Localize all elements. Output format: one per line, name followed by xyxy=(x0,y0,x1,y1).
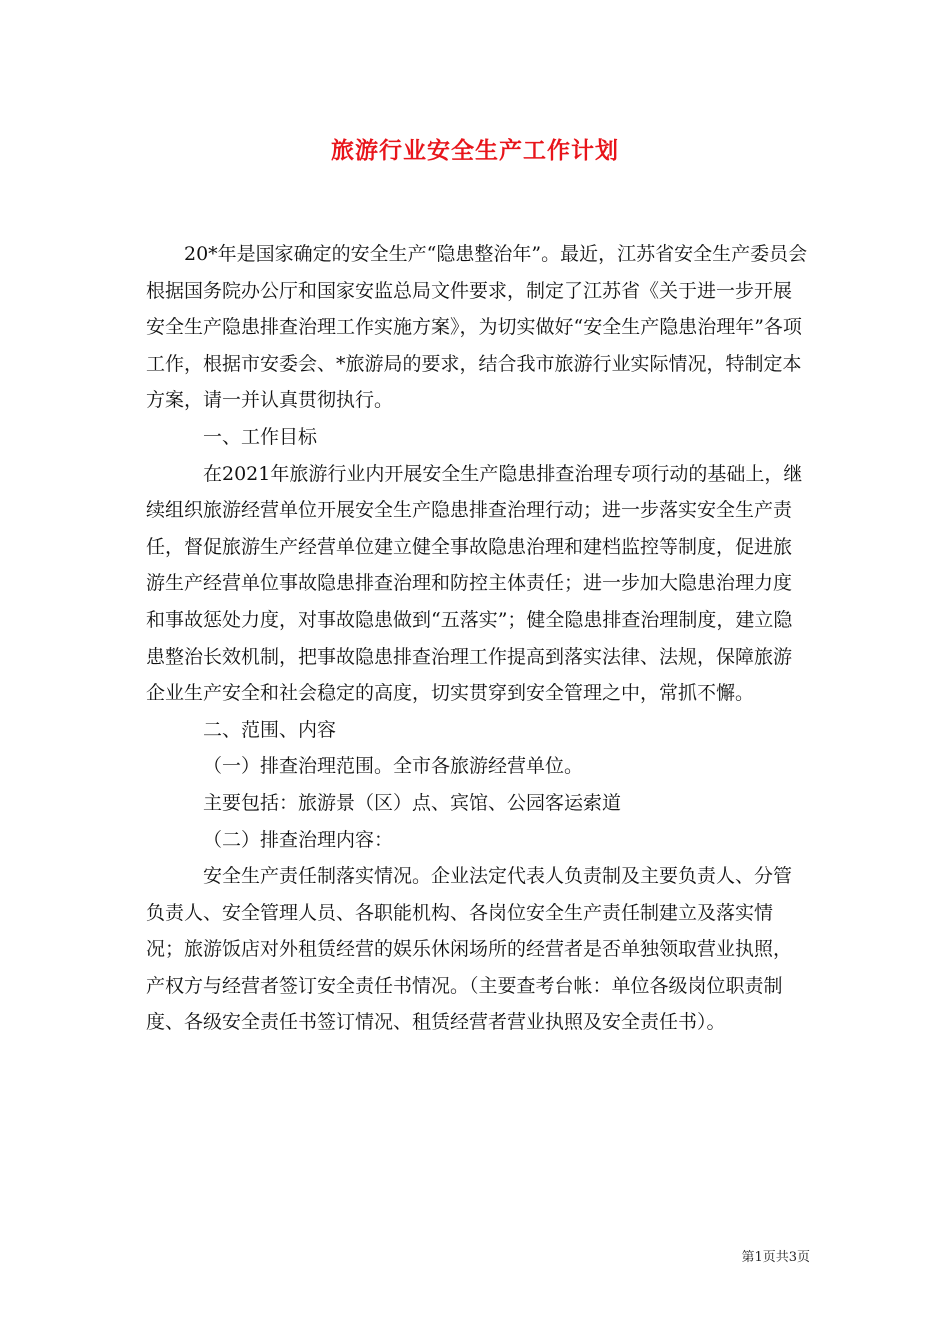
responsibility-paragraph: 安全生产责任制落实情况。企业法定代表人负责制及主要负责人、分管负责人、安全管理人员、各职能机构、各岗位安全生产责任制建立及落实情况；旅游饭店对外租赁经营的娱乐休闲场所的经营者是否单独领取营业执照，产权方与经营者签订安全责任书情况。（主要查考台帐：单位各级岗位职责制度、各级安全责任书签订情况、租赁经营者营业执照及安全责任书）。 xyxy=(146,865,793,1034)
section-heading-goals: 一、工作目标 xyxy=(203,425,318,448)
scope-includes: 主要包括：旅游景（区）点、宾馆、公园客运索道 xyxy=(203,791,622,814)
document-title: 旅游行业安全生产工作计划 xyxy=(331,137,619,164)
scope-item-1: （一）排查治理范围。全市各旅游经营单位。 xyxy=(203,755,584,778)
section-heading-scope: 二、范围、内容 xyxy=(203,718,337,741)
document-body xyxy=(146,236,810,1041)
scope-item-2: （二）排查治理内容： xyxy=(203,828,394,851)
intro-paragraph: 20*年是国家确定的安全生产“隐患整治年”。最近，江苏省安全生产委员会根据国务院办公厅和国家安监总局文件要求，制定了江苏省《关于进一步开展安全生产隐患排查治理工作实施方案》，为切实做好“安全生产隐患治理年”各项工作，根据市安委会、*旅游局的要求，结合我市旅游行业实际情况，特制定本方案，请一并认真贯彻执行。 xyxy=(146,243,808,412)
page-number: 第1页共3页 xyxy=(741,1250,810,1265)
goals-paragraph: 在2021年旅游行业内开展安全生产隐患排查治理专项行动的基础上，继续组织旅游经营单位开展安全生产隐患排查治理行动；进一步落实安全生产责任，督促旅游生产经营单位建立健全事故隐患治理和建档监控等制度，促进旅游生产经营单位事故隐患排查治理和防控主体责任；进一步加大隐患治理力度和事故惩处力度，对事故隐患做到“五落实”；健全隐患排查治理制度，建立隐患整治长效机制，把事故隐患排查治理工作提高到落实法律、法规，保障旅游企业生产安全和社会稳定的高度，切实贯穿到安全管理之中，常抓不懈。 xyxy=(146,462,803,705)
